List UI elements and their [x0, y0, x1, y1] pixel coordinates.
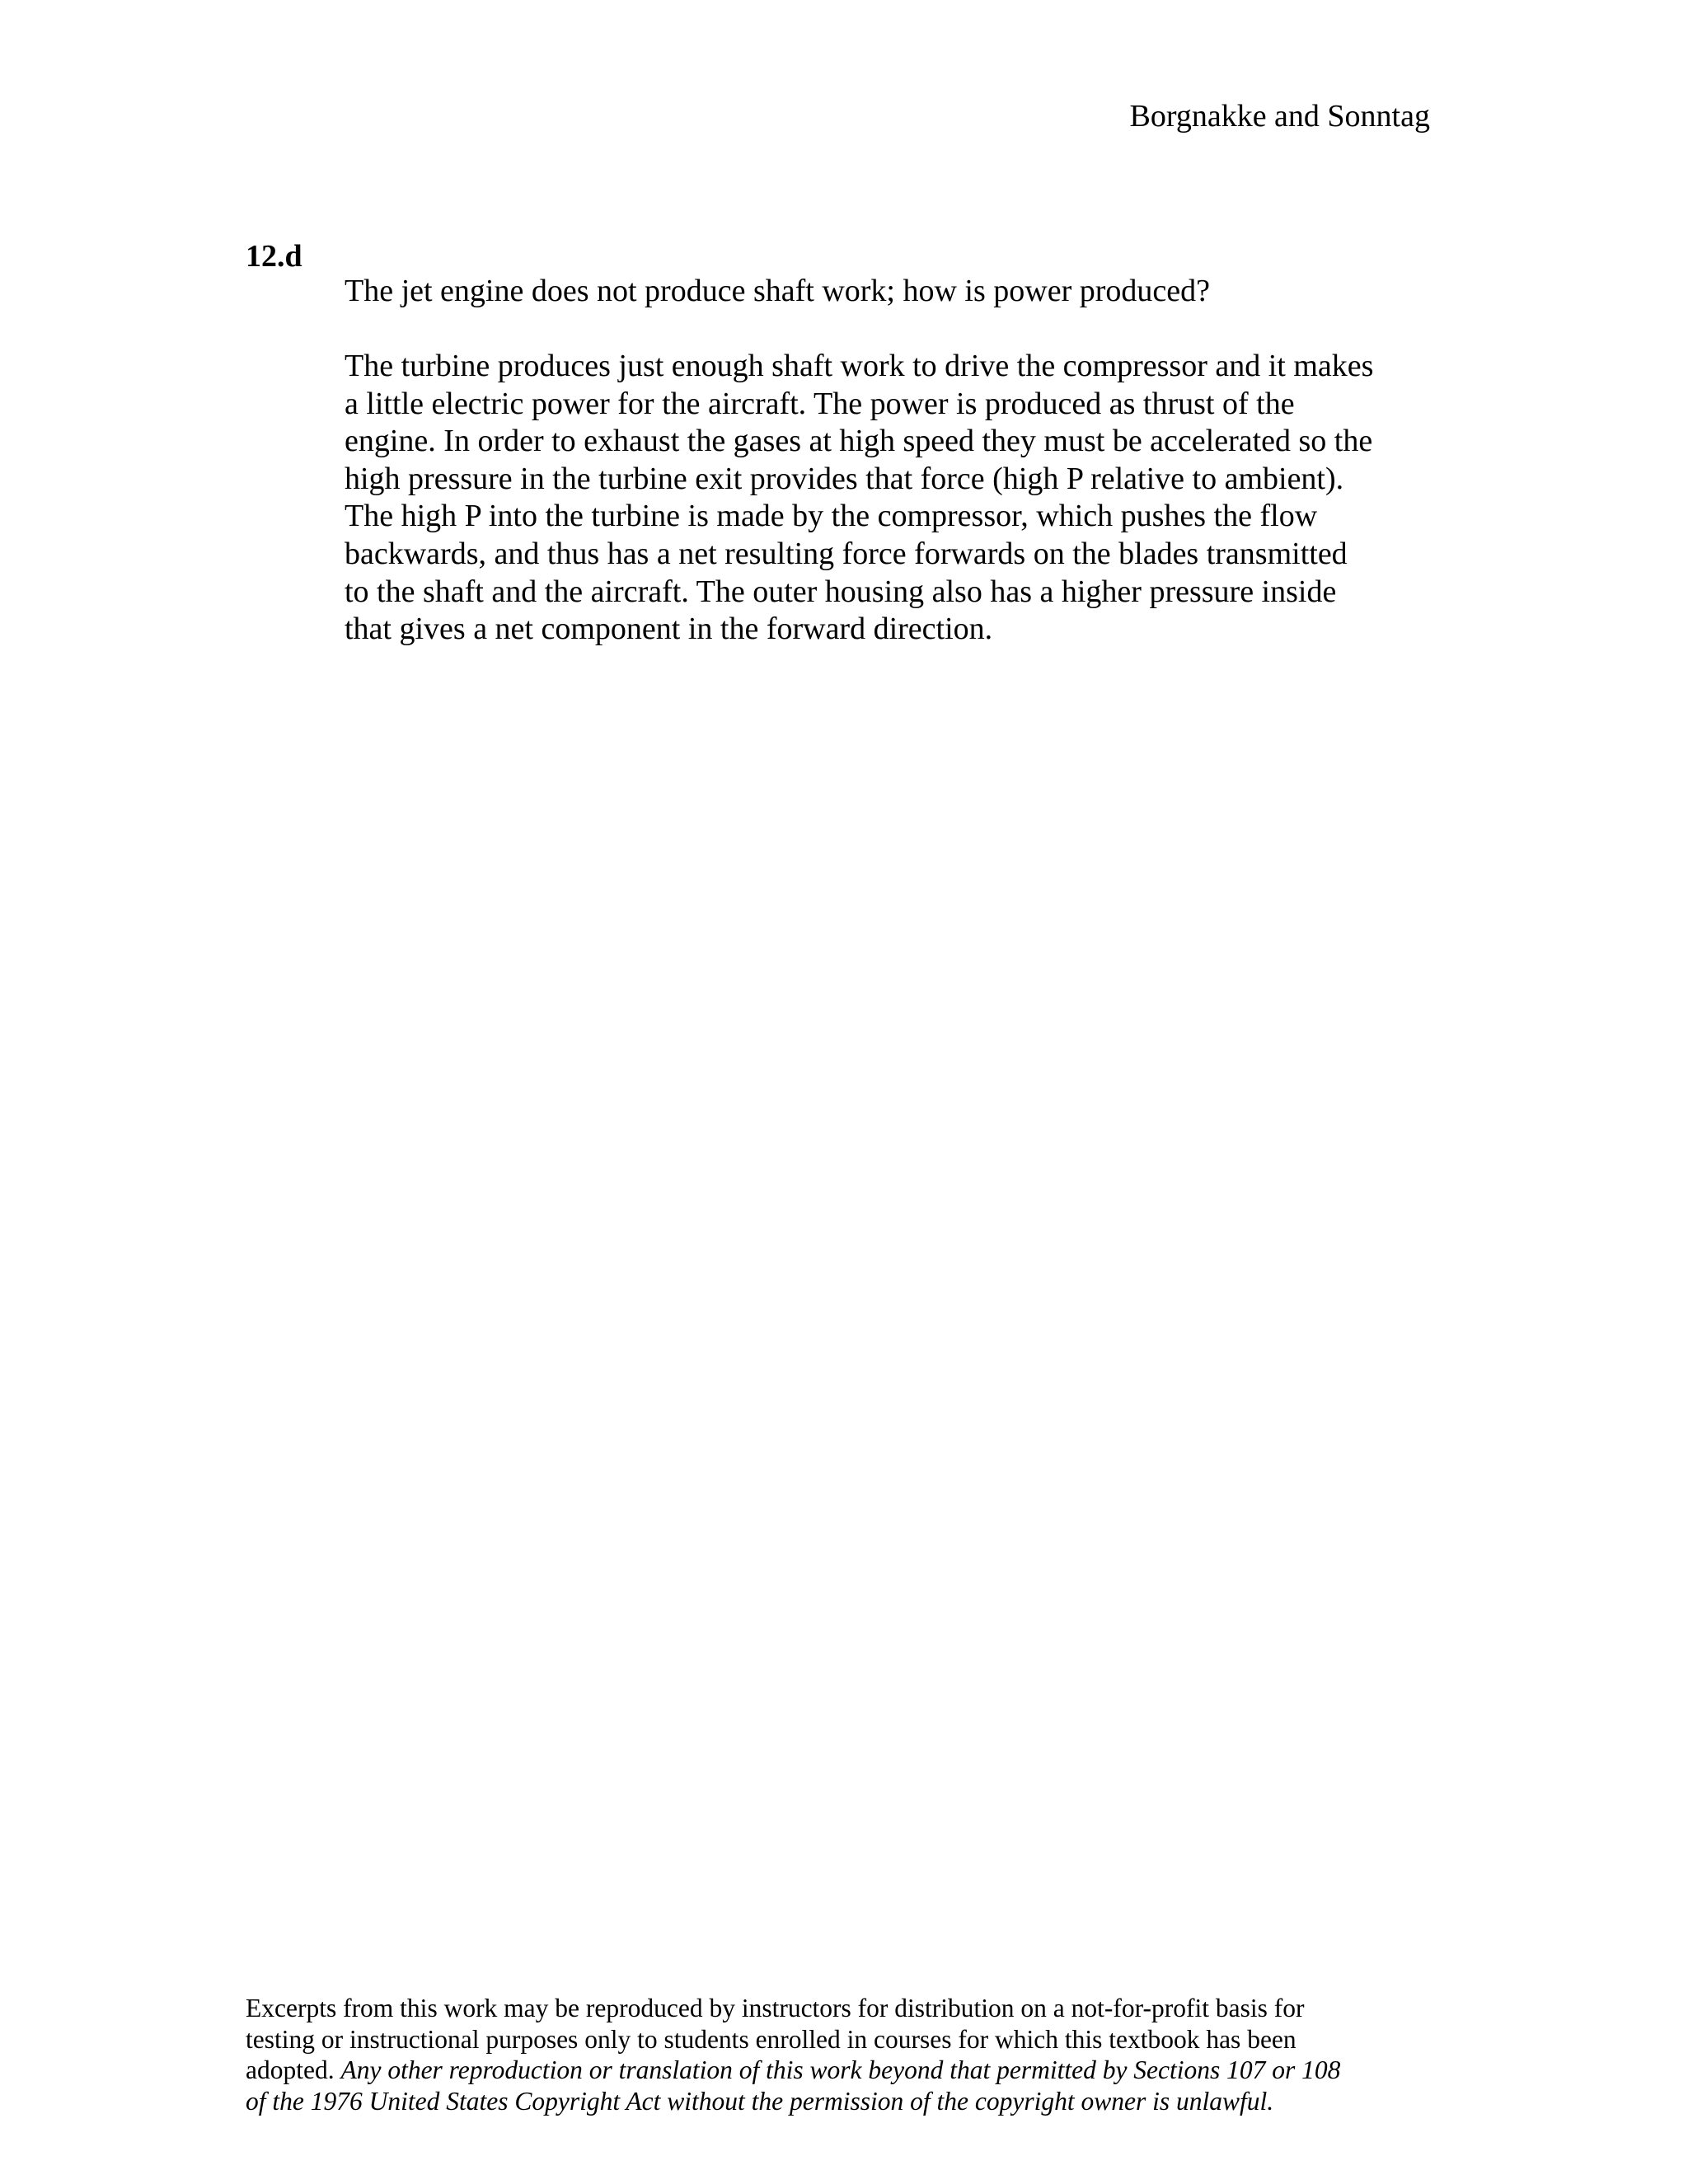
footer-text: adopted. [246, 2055, 341, 2084]
answer-line: a little electric power for the aircraft. The power is produced as thrust of the [345, 386, 1295, 421]
footer-italic-text: Any other reproduction or translation of this work beyond that permitted by Sections 107 or 108 [340, 2055, 1341, 2084]
footer-line: testing or instructional purposes only to students enrolled in courses for which this textbook has been [246, 2024, 1296, 2054]
answer-line: The high P into the turbine is made by the compressor, which pushes the flow [345, 499, 1318, 534]
problem-answer [345, 348, 1432, 649]
page-header-authors: Borgnakke and Sonntag [1129, 99, 1430, 134]
problem-number: 12.d [246, 239, 302, 274]
answer-line: The turbine produces just enough shaft work to drive the compressor and it makes [345, 349, 1374, 383]
answer-line: to the shaft and the aircraft. The outer housing also has a higher pressure inside [345, 574, 1337, 609]
footer-line [246, 2055, 1449, 2086]
answer-line: backwards, and thus has a net resulting force forwards on the blades transmitted [345, 536, 1348, 571]
footer-line: Excerpts from this work may be reproduced by instructors for distribution on a not-for-profit basis for [246, 1994, 1305, 2022]
answer-line: that gives a net component in the forward direction. [345, 612, 993, 647]
answer-line: high pressure in the turbine exit provides that force (high P relative to ambient). [345, 461, 1344, 496]
footer-line [246, 2086, 1449, 2117]
problem-question: The jet engine does not produce shaft work; how is power produced? [345, 274, 1210, 308]
copyright-footer [246, 1993, 1449, 2116]
footer-italic-text: of the 1976 United States Copyright Act without the permission of the copyright owner is unlawful. [246, 2086, 1274, 2116]
problem-body [345, 272, 1432, 649]
answer-line: engine. In order to exhaust the gases at high speed they must be accelerated so the [345, 424, 1373, 459]
